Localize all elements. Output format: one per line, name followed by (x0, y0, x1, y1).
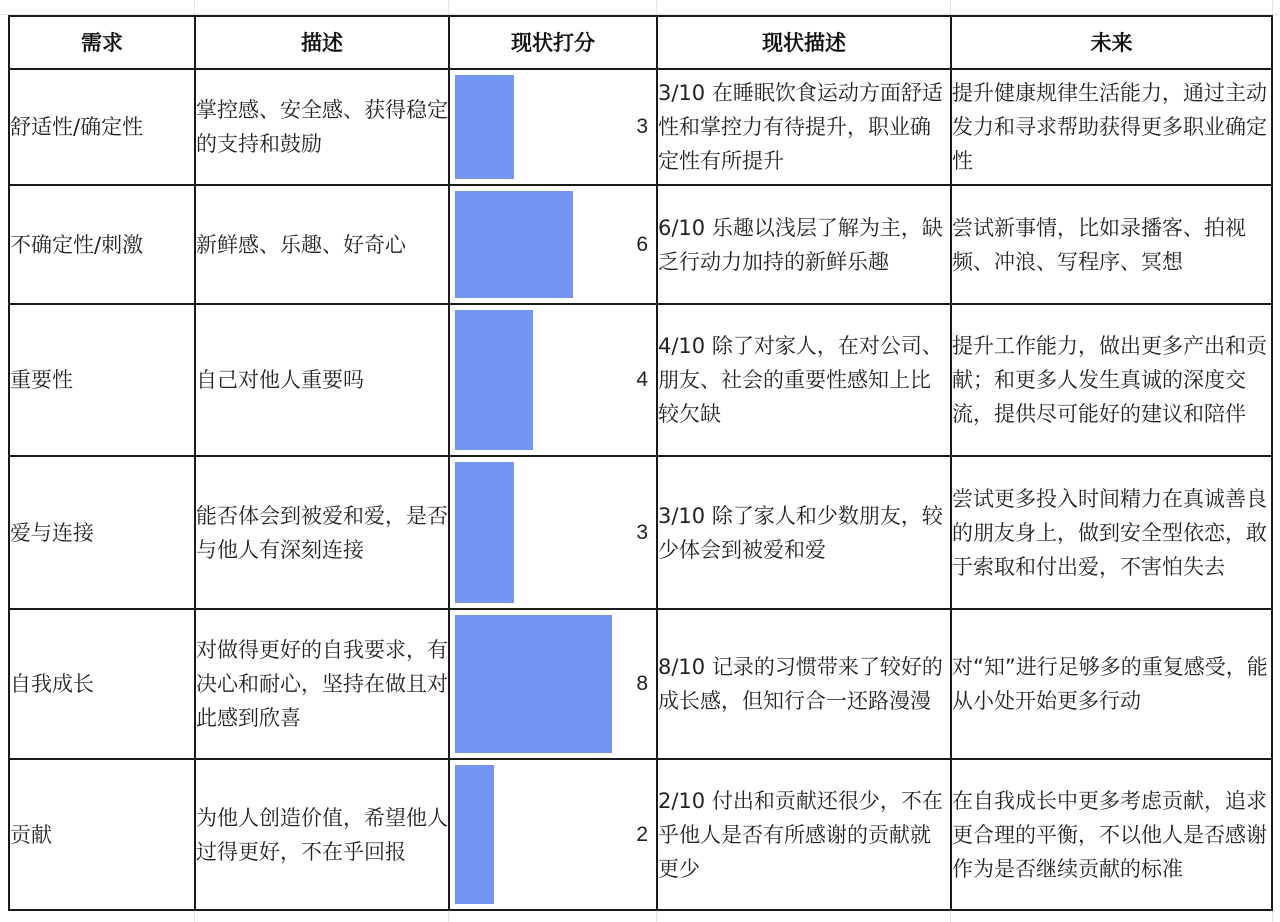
table-row (9, 304, 1272, 456)
score-cell[interactable] (449, 304, 657, 456)
description-cell[interactable]: 掌控感、安全感、获得稳定的支持和鼓励 (195, 69, 449, 185)
future-cell[interactable]: 在自我成长中更多考虑贡献，追求更合理的平衡，不以他人是否感谢作为是否继续贡献的标准 (951, 759, 1272, 910)
score-cell[interactable] (449, 759, 657, 910)
future-cell[interactable]: 提升工作能力，做出更多产出和贡献；和更多人发生真诚的深度交流，提供尽可能好的建议和陪伴 (951, 304, 1272, 456)
score-bar (455, 462, 514, 603)
score-value: 6 (636, 232, 648, 256)
description-cell[interactable]: 新鲜感、乐趣、好奇心 (195, 185, 449, 304)
need-cell[interactable]: 贡献 (9, 759, 195, 910)
future-cell[interactable]: 对“知”进行足够多的重复感受，能从小处开始更多行动 (951, 609, 1272, 759)
need-cell[interactable]: 自我成长 (9, 609, 195, 759)
future-cell[interactable]: 提升健康规律生活能力，通过主动发力和寻求帮助获得更多职业确定性 (951, 69, 1272, 185)
score-value: 4 (636, 368, 648, 391)
header-score[interactable]: 现状打分 (449, 16, 657, 69)
future-cell[interactable]: 尝试更多投入时间精力在真诚善良的朋友身上，做到安全型依恋，敢于索取和付出爱，不害怕失去 (951, 456, 1272, 609)
score-cell[interactable] (449, 185, 657, 304)
needs-table (8, 15, 1273, 911)
score-value: 3 (636, 115, 648, 138)
description-cell[interactable]: 为他人创造价值，希望他人过得更好，不在乎回报 (195, 759, 449, 910)
status-cell[interactable]: 3/10 除了家人和少数朋友，较少体会到被爱和爱 (657, 456, 951, 609)
header-row (9, 16, 1272, 69)
header-description[interactable]: 描述 (195, 16, 449, 69)
table-row (9, 185, 1272, 304)
table-row (9, 69, 1272, 185)
score-value: 8 (636, 672, 648, 695)
header-need[interactable]: 需求 (9, 16, 195, 69)
table-row (9, 456, 1272, 609)
score-bar (455, 310, 533, 450)
score-cell[interactable] (449, 69, 657, 185)
header-status[interactable]: 现状描述 (657, 16, 951, 69)
score-value: 3 (636, 520, 648, 544)
status-cell[interactable]: 3/10 在睡眠饮食运动方面舒适性和掌控力有待提升，职业确定性有所提升 (657, 69, 951, 185)
description-cell[interactable]: 自己对他人重要吗 (195, 304, 449, 456)
need-cell[interactable]: 重要性 (9, 304, 195, 456)
description-cell[interactable]: 能否体会到被爱和爱，是否与他人有深刻连接 (195, 456, 449, 609)
status-cell[interactable]: 4/10 除了对家人，在对公司、朋友、社会的重要性感知上比较欠缺 (657, 304, 951, 456)
need-cell[interactable]: 舒适性/确定性 (9, 69, 195, 185)
score-cell[interactable] (449, 456, 657, 609)
score-bar (455, 75, 514, 179)
score-value: 2 (636, 822, 648, 846)
header-future[interactable]: 未来 (951, 16, 1272, 69)
need-cell[interactable]: 爱与连接 (9, 456, 195, 609)
need-cell[interactable]: 不确定性/刺激 (9, 185, 195, 304)
status-cell[interactable]: 8/10 记录的习惯带来了较好的成长感，但知行合一还路漫漫 (657, 609, 951, 759)
table-row (9, 609, 1272, 759)
score-cell[interactable] (449, 609, 657, 759)
future-cell[interactable]: 尝试新事情，比如录播客、拍视频、冲浪、写程序、冥想 (951, 185, 1272, 304)
score-bar (455, 191, 573, 298)
score-bar (455, 615, 612, 753)
description-cell[interactable]: 对做得更好的自我要求，有决心和耐心，坚持在做且对此感到欣喜 (195, 609, 449, 759)
score-bar (455, 765, 494, 904)
table-row (9, 759, 1272, 910)
status-cell[interactable]: 6/10 乐趣以浅层了解为主，缺乏行动力加持的新鲜乐趣 (657, 185, 951, 304)
status-cell[interactable]: 2/10 付出和贡献还很少，不在乎他人是否有所感谢的贡献就更少 (657, 759, 951, 910)
